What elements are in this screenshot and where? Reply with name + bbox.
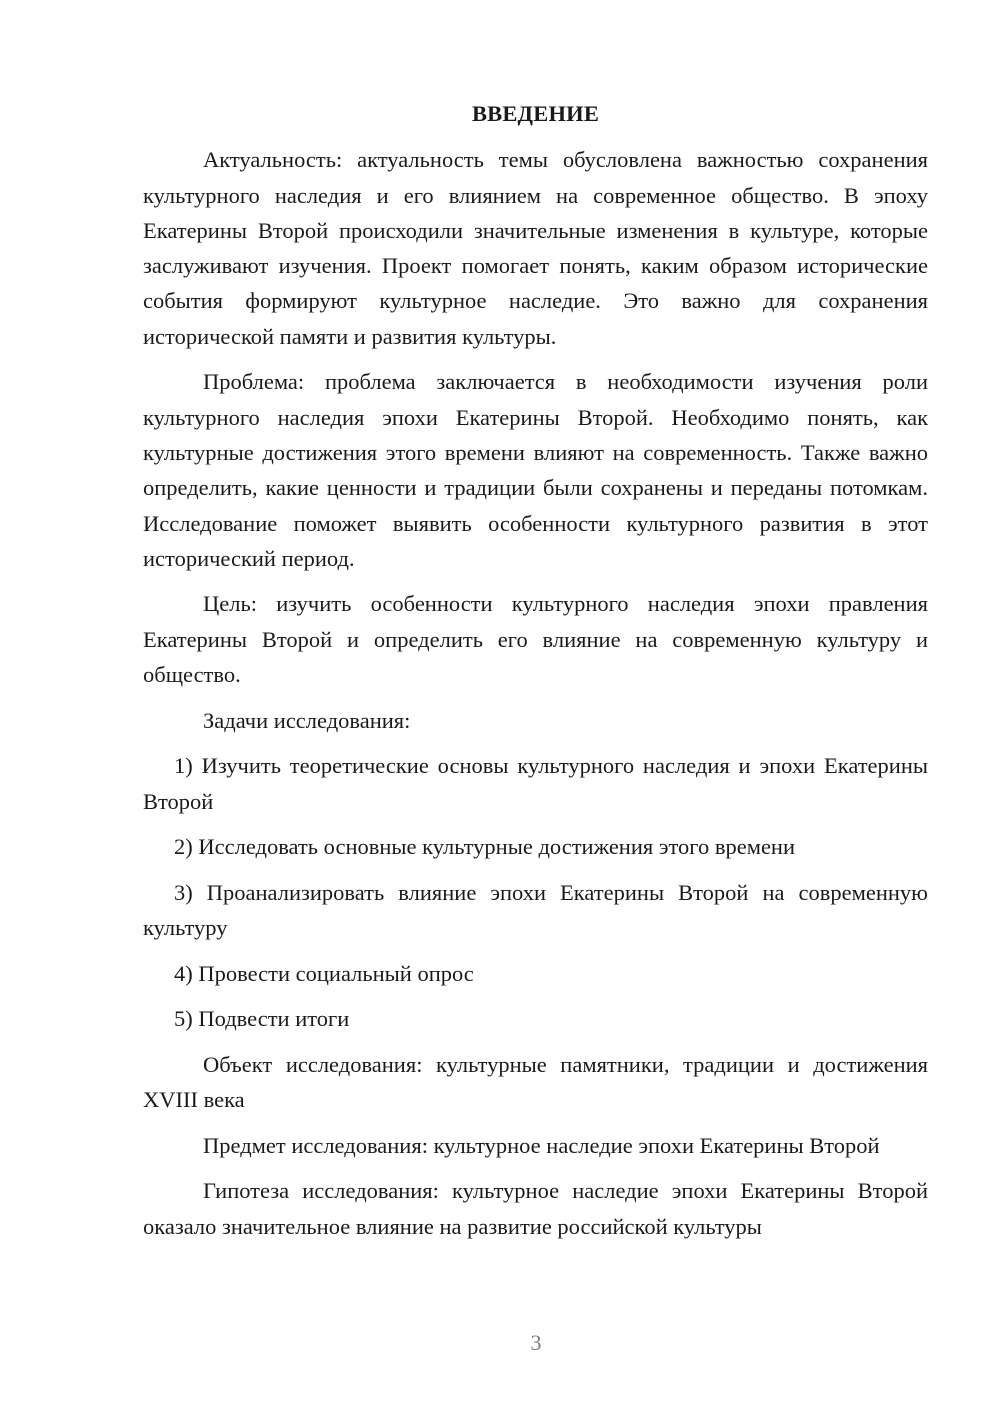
subject-paragraph: Предмет исследования: культурное наследие эпохи Екатерины Второй (203, 1132, 880, 1158)
relevance-paragraph: Актуальность: актуальность темы обусловлена важностью сохранения культурного наследия и его влиянием на современное общество. В эпоху Екатерины Второй происходили значительные изменения в культуре, которые заслуживают изучения. Проект помогает понять, каким образом исторические события формируют культурное наследие. Это важно для сохранения исторической памяти и развития культуры. (143, 147, 928, 349)
page-number: 3 (530, 1330, 542, 1355)
object-paragraph: Объект исследования: культурные памятники, традиции и достижения XVIII века (143, 1051, 928, 1113)
tasks-list (143, 748, 928, 1036)
tasks-heading: Задачи исследования: (203, 707, 411, 733)
section-title: ВВЕДЕНИЕ (471, 101, 600, 126)
task-item-5: 5) Подвести итоги (174, 1006, 350, 1032)
task-item-2: 2) Исследовать основные культурные достижения этого времени (174, 834, 796, 860)
task-item-3: 3) Проанализировать влияние эпохи Екатерины Второй на современную культуру (143, 879, 928, 941)
problem-paragraph: Проблема: проблема заключается в необходимости изучения роли культурного наследия эпохи Екатерины Второй. Необходимо понять, как культурные достижения этого времени влияют на современность. Также важно определить, какие ценности и традиции были сохранены и переданы потомкам. Исследование поможет выявить особенности культурного развития в этот исторический период. (143, 369, 928, 571)
document-page (143, 96, 928, 1254)
task-item-4: 4) Провести социальный опрос (174, 960, 474, 986)
goal-paragraph: Цель: изучить особенности культурного наследия эпохи правления Екатерины Второй и определить его влияние на современную культуру и общество. (143, 591, 928, 688)
hypothesis-paragraph: Гипотеза исследования: культурное наследие эпохи Екатерины Второй оказало значительное влияние на развитие российской культуры (143, 1178, 928, 1239)
task-item-1: 1) Изучить теоретические основы культурного наследия и эпохи Екатерины Второй (143, 753, 928, 814)
